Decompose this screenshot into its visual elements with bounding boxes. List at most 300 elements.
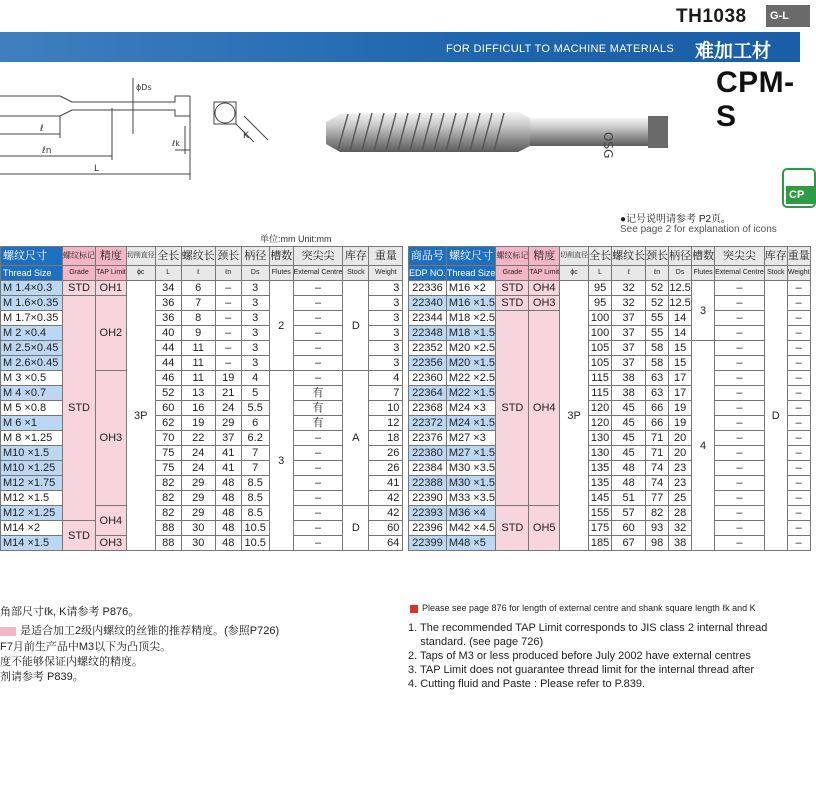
thread-length-cell: 51 — [612, 491, 646, 506]
label-L: L — [94, 164, 100, 174]
thread-length-cell: 24 — [181, 446, 215, 461]
length-cell: 130 — [589, 431, 612, 446]
hdr-L-en: L — [155, 266, 181, 281]
thread-size-cell: M 1.7×0.35 — [1, 311, 63, 326]
hdr-weight-cn: 重量 — [369, 247, 403, 266]
tap-product-image — [318, 100, 678, 170]
thread-length-cell: 48 — [612, 476, 646, 491]
thread-length-cell: 45 — [612, 446, 646, 461]
grade-cell: STD — [63, 281, 96, 296]
edp-cell: 22348 — [409, 326, 447, 341]
length-cell: 95 — [589, 296, 612, 311]
table-row — [409, 506, 811, 521]
edp-cell: 22372 — [409, 416, 447, 431]
neck-length-cell: 55 — [646, 311, 669, 326]
length-cell: 88 — [155, 536, 181, 551]
tap-limit-cell: OH1 — [96, 281, 127, 296]
table-row — [1, 446, 403, 461]
shank-dia-cell: 5.5 — [241, 401, 269, 416]
cut-dia-cell: 3P — [126, 281, 155, 551]
neck-length-cell: 82 — [646, 506, 669, 521]
length-cell: 88 — [155, 521, 181, 536]
neck-length-cell: 37 — [215, 431, 241, 446]
shank-dia-cell: 6 — [241, 416, 269, 431]
cut-dia-cell: 3P — [560, 281, 589, 551]
thread-size-cell: M12 ×1.75 — [1, 476, 63, 491]
table-row — [409, 446, 811, 461]
thread-size-cell: M48 ×5 — [446, 536, 496, 551]
shank-dia-cell: 19 — [669, 401, 692, 416]
label-lk: ℓk — [172, 139, 180, 148]
length-cell: 135 — [589, 461, 612, 476]
centre-cell: – — [715, 446, 765, 461]
thread-size-cell: M 2.6×0.45 — [1, 356, 63, 371]
label-k: K — [243, 131, 249, 141]
neck-length-cell: 48 — [215, 521, 241, 536]
stock-cell: A — [343, 371, 369, 506]
edp-cell: 22399 — [409, 536, 447, 551]
thread-length-cell: 30 — [181, 536, 215, 551]
length-cell: 82 — [155, 506, 181, 521]
shank-dia-cell: 7 — [241, 461, 269, 476]
hdr-flutes-cn-r: 槽数 — [692, 247, 715, 266]
hdr-weight-en-r: Weight — [787, 266, 810, 281]
length-cell: 105 — [589, 356, 612, 371]
label-ln: ℓn — [42, 146, 52, 156]
neck-length-cell: 58 — [646, 341, 669, 356]
hdr-weight-en: Weight — [369, 266, 403, 281]
weight-cell: 10 — [369, 401, 403, 416]
shank-dia-cell: 5 — [241, 386, 269, 401]
shank-dia-cell: 20 — [669, 446, 692, 461]
edp-cell: 22368 — [409, 401, 447, 416]
thread-size-cell: M27 ×3 — [446, 431, 496, 446]
thread-length-cell: 7 — [181, 296, 215, 311]
neck-length-cell: – — [215, 356, 241, 371]
neck-length-cell: 93 — [646, 521, 669, 536]
length-cell: 82 — [155, 491, 181, 506]
thread-length-cell: 32 — [612, 296, 646, 311]
table-row — [409, 536, 811, 551]
hdr-dc-en: ϕc — [126, 266, 155, 281]
edp-cell: 22356 — [409, 356, 447, 371]
hdr-grade-en: Grade — [63, 266, 96, 281]
icon-note-en: See page 2 for explanation of icons — [620, 224, 777, 235]
grade-cell: STD — [63, 521, 96, 551]
shank-dia-cell: 23 — [669, 476, 692, 491]
thread-size-cell: M 8 ×1.25 — [1, 431, 63, 446]
table-row — [1, 356, 403, 371]
length-cell: 105 — [589, 341, 612, 356]
thread-size-cell: M 4 ×0.7 — [1, 386, 63, 401]
centre-cell: – — [715, 326, 765, 341]
centre-cell: 有 — [293, 416, 343, 431]
hdr-dc-cn: 切削直径 — [126, 247, 155, 266]
footnote-left-2-text: 是适合加工2级内螺纹的丝锥的推荐精度。(参照P726) — [20, 625, 280, 637]
hdr-ds-en: Ds — [241, 266, 269, 281]
centre-cell: – — [293, 476, 343, 491]
thread-size-cell: M24 ×3 — [446, 401, 496, 416]
table-row — [409, 521, 811, 536]
shank-dia-cell: 7 — [241, 446, 269, 461]
hdr-tap-cn: 精度 — [96, 247, 127, 266]
table-row — [409, 491, 811, 506]
thread-size-cell: M36 ×4 — [446, 506, 496, 521]
centre-cell: – — [715, 371, 765, 386]
footnote-right-0 — [410, 603, 756, 613]
thread-length-cell: 29 — [181, 491, 215, 506]
hdr-size-en-r: Thread Size — [446, 266, 496, 281]
table-row — [1, 431, 403, 446]
thread-size-cell: M 1.6×0.35 — [1, 296, 63, 311]
weight-cell: 64 — [369, 536, 403, 551]
thread-length-cell: 11 — [181, 356, 215, 371]
shank-dia-cell: 20 — [669, 431, 692, 446]
grade-cell: STD — [496, 506, 529, 551]
thread-length-cell: 13 — [181, 386, 215, 401]
thread-size-cell: M20 ×2.5 — [446, 341, 496, 356]
thread-size-cell: M24 ×1.5 — [446, 416, 496, 431]
hdr-flutes-en-r: Flutes — [692, 266, 715, 281]
hdr-stock-en-r: Stock — [764, 266, 787, 281]
hdr-tap-en-r: TAP Limit — [529, 266, 560, 281]
centre-cell: – — [715, 476, 765, 491]
weight-cell: 3 — [369, 296, 403, 311]
hdr-stock-cn: 库存 — [343, 247, 369, 266]
tap-limit-cell: OH3 — [96, 371, 127, 506]
length-cell: 62 — [155, 416, 181, 431]
red-square-icon — [410, 605, 418, 613]
neck-length-cell: 58 — [646, 356, 669, 371]
shank-dia-cell: 12.5 — [669, 282, 691, 294]
weight-cell: 3 — [369, 356, 403, 371]
centre-cell: – — [293, 431, 343, 446]
centre-cell: – — [715, 536, 765, 551]
stock-cell: D — [343, 281, 369, 371]
weight-cell: – — [787, 476, 810, 491]
length-cell: 34 — [155, 281, 181, 296]
weight-cell: – — [787, 431, 810, 446]
table-row — [409, 326, 811, 341]
edp-cell: 22364 — [409, 386, 447, 401]
shank-dia-cell: 3 — [241, 356, 269, 371]
shank-dia-cell: 25 — [669, 491, 692, 506]
neck-length-cell: 77 — [646, 491, 669, 506]
centre-cell: – — [293, 491, 343, 506]
edp-cell: 22336 — [409, 281, 447, 296]
hdr-size-cn: 螺纹尺寸 — [1, 247, 63, 266]
neck-length-cell: 71 — [646, 431, 669, 446]
length-cell: 36 — [155, 311, 181, 326]
tap-limit-cell: OH3 — [96, 536, 127, 551]
weight-cell: – — [787, 401, 810, 416]
series-tag: G-L — [766, 5, 810, 27]
thread-length-cell: 60 — [612, 521, 646, 536]
neck-length-cell: 74 — [646, 476, 669, 491]
spec-table-edp — [408, 246, 811, 551]
weight-cell: – — [787, 536, 810, 551]
weight-cell: 7 — [369, 386, 403, 401]
thread-length-cell: 37 — [612, 311, 646, 326]
centre-cell: – — [715, 401, 765, 416]
table-row — [1, 461, 403, 476]
edp-cell: 22384 — [409, 461, 447, 476]
edp-cell: 22360 — [409, 371, 447, 386]
flutes-cell: 3 — [269, 371, 293, 551]
thread-length-cell: 19 — [181, 416, 215, 431]
weight-cell: 26 — [369, 461, 403, 476]
neck-length-cell: 74 — [646, 461, 669, 476]
thread-length-cell: 22 — [181, 431, 215, 446]
weight-cell: 4 — [369, 371, 403, 386]
tap-limit-cell: OH5 — [529, 506, 560, 551]
weight-cell: 3 — [369, 281, 403, 296]
length-cell: 135 — [589, 476, 612, 491]
neck-length-cell: 21 — [215, 386, 241, 401]
thread-length-cell: 29 — [181, 476, 215, 491]
hdr-ln-cn: 颈长 — [215, 247, 241, 266]
hdr-L-cn-r: 全长 — [589, 247, 612, 266]
edp-cell: 22376 — [409, 431, 447, 446]
length-cell: 155 — [589, 506, 612, 521]
banner-subtitle: FOR DIFFICULT TO MACHINE MATERIALS — [446, 43, 674, 55]
edp-cell: 22344 — [409, 311, 447, 326]
tap-limit-cell: OH2 — [96, 296, 127, 371]
thread-size-cell: M 2.5×0.45 — [1, 341, 63, 356]
neck-length-cell: 41 — [215, 446, 241, 461]
shank-dia-cell: 15 — [669, 356, 692, 371]
unit-label: 单位:mm Unit:mm — [260, 234, 332, 244]
footnote-left-5: 剂请参考 P839。 — [0, 671, 84, 683]
thread-size-cell: M 3 ×0.5 — [1, 371, 63, 386]
thread-length-cell: 11 — [181, 371, 215, 386]
table-row — [409, 461, 811, 476]
neck-length-cell: 48 — [215, 491, 241, 506]
thread-size-cell: M22 ×1.5 — [446, 386, 496, 401]
length-cell: 145 — [589, 491, 612, 506]
hdr-L-en-r: L — [589, 266, 612, 281]
neck-length-cell: 41 — [215, 461, 241, 476]
tap-limit-cell: OH3 — [529, 296, 560, 311]
hdr-size-cn-r: 螺纹尺寸 — [446, 247, 496, 266]
weight-cell: – — [787, 416, 810, 431]
centre-cell: – — [293, 506, 343, 521]
thread-length-cell: 48 — [612, 461, 646, 476]
length-cell: 95 — [589, 281, 612, 296]
osg-marking: OSG — [601, 132, 615, 159]
thread-size-cell: M 5 ×0.8 — [1, 401, 63, 416]
table-row — [1, 491, 403, 506]
centre-cell: – — [293, 356, 343, 371]
neck-length-cell: 24 — [215, 401, 241, 416]
weight-cell: 3 — [369, 341, 403, 356]
neck-length-cell: 48 — [215, 506, 241, 521]
hdr-l-cn: 螺纹长 — [181, 247, 215, 266]
weight-cell: 60 — [369, 521, 403, 536]
hdr-stock-en: Stock — [343, 266, 369, 281]
neck-length-cell: – — [215, 326, 241, 341]
footnote-right-0-text: Please see page 876 for length of external centre and shank square length ℓk and K — [422, 603, 756, 613]
hdr-ds-cn: 柄径 — [241, 247, 269, 266]
thread-size-cell: M42 ×4.5 — [446, 521, 496, 536]
cp-badge-label: CP — [786, 186, 815, 204]
thread-size-cell: M22 ×2.5 — [446, 371, 496, 386]
footnote-right-1: 1. The recommended TAP Limit corresponds to JIS class 2 internal thread — [408, 622, 768, 634]
edp-cell: 22380 — [409, 446, 447, 461]
table-row — [409, 401, 811, 416]
table-row — [1, 296, 403, 311]
edp-cell: 22352 — [409, 341, 447, 356]
centre-cell: – — [715, 386, 765, 401]
centre-cell: 有 — [293, 386, 343, 401]
shank-dia-cell: 8.5 — [241, 491, 269, 506]
thread-size-cell: M20 ×1.5 — [446, 356, 496, 371]
grade-cell: STD — [496, 281, 529, 296]
length-cell: 175 — [589, 521, 612, 536]
hdr-centre-en: External Centre — [293, 266, 343, 281]
table-row — [1, 311, 403, 326]
thread-length-cell: 29 — [181, 506, 215, 521]
shank-dia-cell: 10.5 — [241, 521, 269, 536]
neck-length-cell: 55 — [646, 326, 669, 341]
icon-note-cn: ●记号说明请参考 P2页。 — [620, 214, 732, 225]
hdr-dc-en-r: ϕc — [560, 266, 589, 281]
weight-cell: – — [787, 356, 810, 371]
table-row — [1, 416, 403, 431]
table-row — [409, 356, 811, 371]
shank-dia-cell: 14 — [669, 326, 692, 341]
table-row — [409, 281, 811, 296]
grade-cell: STD — [63, 296, 96, 521]
weight-cell: 3 — [369, 326, 403, 341]
label-ds: ϕDs — [136, 83, 152, 92]
weight-cell: 18 — [369, 431, 403, 446]
table-row — [409, 416, 811, 431]
tap-limit-cell: OH4 — [529, 281, 560, 296]
weight-cell: – — [787, 491, 810, 506]
shank-dia-cell: 3 — [241, 281, 269, 296]
length-cell: 60 — [155, 401, 181, 416]
weight-cell: – — [787, 341, 810, 356]
thread-length-cell: 32 — [612, 281, 646, 296]
shank-dia-cell: 8.5 — [241, 506, 269, 521]
weight-cell: 42 — [369, 506, 403, 521]
length-cell: 115 — [589, 371, 612, 386]
length-cell: 120 — [589, 401, 612, 416]
shank-dia-cell: 17 — [669, 371, 692, 386]
pink-legend-swatch — [0, 627, 16, 636]
thread-size-cell: M30 ×1.5 — [446, 476, 496, 491]
catalog-code: TH1038 — [676, 6, 747, 27]
edp-cell: 22393 — [409, 506, 447, 521]
footnote-left-1: 角部尺寸ℓk, K请参考 P876。 — [0, 606, 140, 618]
thread-size-cell: M 2 ×0.4 — [1, 326, 63, 341]
hdr-grade-cn-r: 螺纹标记 — [496, 247, 529, 266]
hdr-stock-cn-r: 库存 — [764, 247, 787, 266]
product-name: CPM-S — [716, 66, 795, 133]
thread-size-cell: M 6 ×1 — [1, 416, 63, 431]
weight-cell: 42 — [369, 491, 403, 506]
centre-cell: – — [715, 281, 765, 296]
hdr-tap-en: TAP Limit — [96, 266, 127, 281]
hdr-ln-en: ℓn — [215, 266, 241, 281]
table-row — [1, 371, 403, 386]
length-cell: 40 — [155, 326, 181, 341]
shank-dia-cell: 32 — [669, 521, 692, 536]
table-row — [1, 281, 403, 296]
hdr-ds-cn-r: 柄径 — [669, 247, 692, 266]
thread-length-cell: 11 — [181, 341, 215, 356]
shank-dia-cell: 28 — [669, 506, 692, 521]
footnote-right-5: 4. Cutting fluid and Paste : Please refer to P.839. — [408, 678, 646, 690]
thread-length-cell: 24 — [181, 461, 215, 476]
spec-table-left — [0, 246, 403, 551]
centre-cell: – — [293, 446, 343, 461]
shank-dia-cell: 3 — [241, 311, 269, 326]
table-row — [409, 371, 811, 386]
length-cell: 130 — [589, 446, 612, 461]
edp-cell: 22340 — [409, 296, 447, 311]
flutes-cell: 4 — [692, 341, 715, 551]
tap-dimension-drawing — [0, 68, 280, 188]
hdr-ln-cn-r: 颈长 — [646, 247, 669, 266]
weight-cell: – — [787, 461, 810, 476]
table-row — [1, 521, 403, 536]
table-row — [409, 341, 811, 356]
weight-cell: 26 — [369, 446, 403, 461]
centre-cell: – — [293, 521, 343, 536]
footnote-right-2: standard. (see page 726) — [408, 636, 544, 648]
thread-size-cell: M33 ×3.5 — [446, 491, 496, 506]
hdr-edp-cn: 商品号 — [409, 247, 447, 266]
centre-cell: – — [715, 356, 765, 371]
weight-cell: – — [787, 371, 810, 386]
hdr-grade-cn: 螺纹标记 — [63, 247, 96, 266]
centre-cell: – — [293, 461, 343, 476]
flutes-cell: 2 — [269, 281, 293, 371]
centre-cell: – — [715, 431, 765, 446]
title-banner — [0, 32, 800, 62]
neck-length-cell: 52 — [646, 281, 669, 296]
thread-length-cell: 9 — [181, 326, 215, 341]
centre-cell: – — [293, 281, 343, 296]
shank-dia-cell: 3 — [241, 326, 269, 341]
hdr-l-en: ℓ — [181, 266, 215, 281]
centre-cell: – — [715, 521, 765, 536]
table-row — [409, 311, 811, 326]
weight-cell: – — [787, 386, 810, 401]
thread-length-cell: 30 — [181, 521, 215, 536]
thread-size-cell: M12 ×1.25 — [1, 506, 63, 521]
hdr-flutes-en: Flutes — [269, 266, 293, 281]
length-cell: 75 — [155, 446, 181, 461]
centre-cell: – — [715, 506, 765, 521]
cp-badge-icon — [782, 168, 816, 208]
length-cell: 36 — [155, 296, 181, 311]
thread-length-cell: 37 — [612, 356, 646, 371]
length-cell: 100 — [589, 326, 612, 341]
shank-dia-cell: 38 — [669, 536, 692, 551]
weight-cell: – — [787, 326, 810, 341]
hdr-L-cn: 全长 — [155, 247, 181, 266]
grade-cell: STD — [496, 296, 529, 311]
shank-dia-cell: 19 — [669, 416, 692, 431]
table-row — [409, 431, 811, 446]
length-cell: 44 — [155, 341, 181, 356]
weight-cell: 41 — [369, 476, 403, 491]
centre-cell: – — [293, 311, 343, 326]
weight-cell: – — [787, 521, 810, 536]
